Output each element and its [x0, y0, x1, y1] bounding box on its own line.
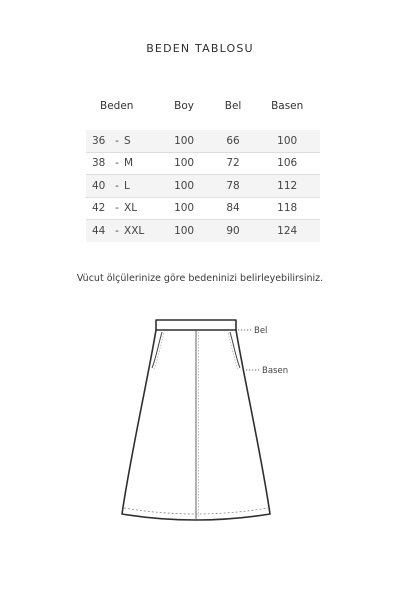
- boy-cell: 100: [156, 197, 211, 220]
- size-dash: -: [115, 157, 119, 170]
- skirt-pocket-left-stitch: [154, 333, 164, 369]
- size-note: Vücut ölçülerinize göre bedeninizi belirleyebilirsiniz.: [76, 273, 324, 284]
- table-row: [86, 152, 320, 175]
- table-spacer: [86, 114, 320, 130]
- size-dash: -: [115, 179, 119, 192]
- basen-cell: 100: [254, 130, 320, 152]
- header-beden: Beden: [100, 100, 134, 112]
- size-dash: -: [115, 134, 119, 147]
- size-dash: -: [115, 224, 119, 237]
- size-letter: XXL: [124, 224, 145, 237]
- header-basen: Basen: [271, 100, 304, 112]
- size-letter: L: [124, 179, 130, 192]
- size-number: 42: [92, 202, 106, 215]
- size-letter: M: [124, 157, 134, 170]
- size-number: 38: [92, 157, 106, 170]
- size-cell: [86, 220, 156, 242]
- bel-cell: 84: [212, 197, 255, 220]
- basen-cell: 106: [254, 152, 320, 175]
- table-row: [86, 197, 320, 220]
- bel-cell: 78: [212, 175, 255, 198]
- size-letter: S: [124, 134, 131, 147]
- header-boy: Boy: [174, 100, 194, 112]
- table-row: [86, 175, 320, 198]
- bel-cell: 66: [212, 130, 255, 152]
- size-cell: [86, 197, 156, 220]
- size-cell: [86, 175, 156, 198]
- basen-cell: 118: [254, 197, 320, 220]
- bel-cell: 72: [212, 152, 255, 175]
- boy-cell: 100: [156, 220, 211, 242]
- bel-label: Bel: [254, 326, 268, 336]
- size-number: 40: [92, 179, 106, 192]
- size-cell: [86, 152, 156, 175]
- basen-cell: 112: [254, 175, 320, 198]
- size-number: 44: [92, 224, 106, 237]
- size-letter: XL: [124, 202, 138, 215]
- skirt-pocket-right-stitch: [228, 333, 238, 369]
- table-header-row: [86, 98, 320, 114]
- bel-cell: 90: [212, 220, 255, 242]
- size-dash: -: [115, 202, 119, 215]
- skirt-waistband: [156, 320, 236, 330]
- table-row: [86, 220, 320, 242]
- basen-cell: 124: [254, 220, 320, 242]
- size-number: 36: [92, 134, 106, 147]
- table-row: [86, 130, 320, 152]
- page-title: BEDEN TABLOSU: [146, 42, 254, 55]
- boy-cell: 100: [156, 175, 211, 198]
- skirt-pocket-left: [152, 332, 162, 368]
- basen-label: Basen: [262, 366, 289, 376]
- skirt-pocket-right: [230, 332, 240, 368]
- boy-cell: 100: [156, 152, 211, 175]
- size-cell: [86, 130, 156, 152]
- skirt-diagram: [118, 318, 278, 532]
- boy-cell: 100: [156, 130, 211, 152]
- size-chart-table: [86, 98, 320, 242]
- header-bel: Bel: [224, 100, 242, 112]
